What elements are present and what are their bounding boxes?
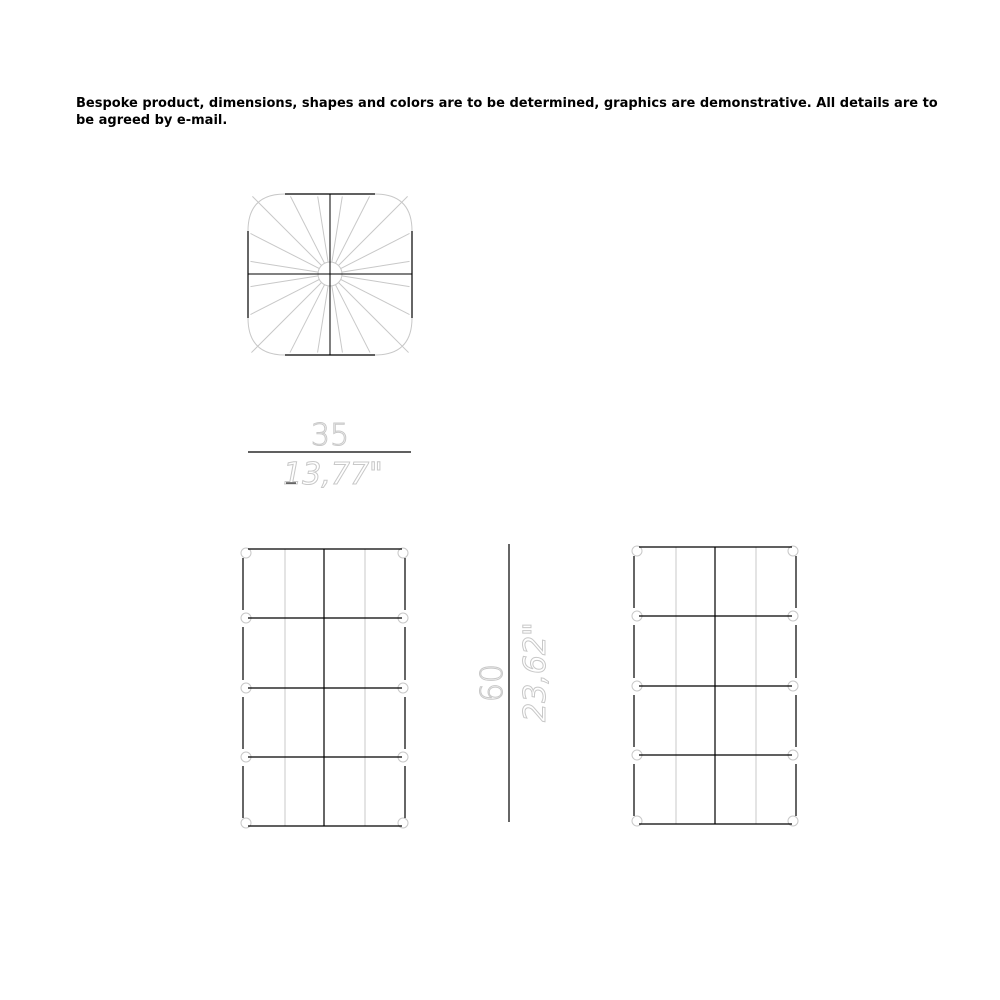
side-view <box>632 546 798 826</box>
height-dimension-cm: 60 <box>475 663 510 703</box>
height-dimension-inch: 23,62" <box>518 622 553 722</box>
height-dimension <box>475 544 553 822</box>
top-view-radial-line <box>338 196 407 265</box>
top-view-radial-line <box>338 282 408 352</box>
top-view <box>248 194 412 355</box>
front-view <box>241 548 408 828</box>
disclaimer-note: Bespoke product, dimensions, shapes and colors are to be determined, graphics are demonstrative. All details are to be agreed by e-mail. <box>76 96 938 128</box>
width-dimension <box>248 418 411 492</box>
front-view-frame <box>243 549 405 826</box>
width-dimension-inch: 13,77" <box>283 457 383 492</box>
width-dimension-cm: 35 <box>310 418 350 453</box>
top-view-radial-line <box>251 282 321 352</box>
top-view-radial-line <box>252 196 321 265</box>
side-view-frame <box>634 547 796 824</box>
